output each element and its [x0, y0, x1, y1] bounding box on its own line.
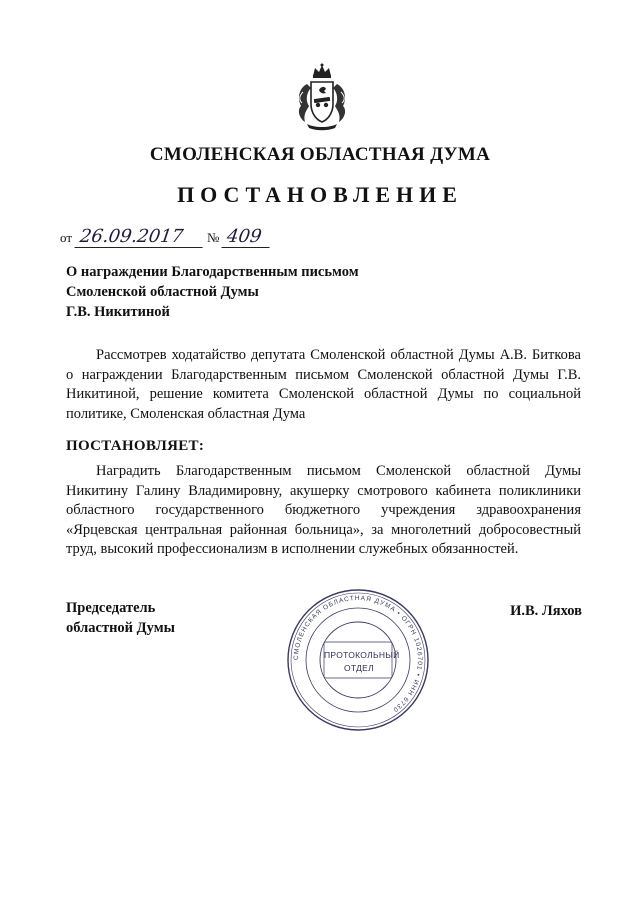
subject-line-1: О награждении Благодарственным письмом	[66, 264, 359, 280]
handwritten-number: 409	[221, 226, 272, 248]
signer-title	[66, 598, 175, 638]
resolves-heading: ПОСТАНОВЛЯЕТ:	[66, 438, 205, 454]
stamp-inner-text	[324, 649, 400, 675]
signer-title-line-2: областной Думы	[66, 620, 175, 636]
decision-paragraph	[66, 462, 581, 560]
preamble-text: Рассмотрев ходатайство депутата Смоленской областной Думы А.В. Биткова о награждении Благодарственным письмом Смоленской областной Думы Г.В. Никитиной, решение комитета Смоленской областной Думы по социальной политике, Смоленская областная Дума	[66, 347, 581, 422]
date-from-label: от	[60, 230, 73, 245]
document-subject	[66, 262, 386, 322]
document-type-heading: ПОСТАНОВЛЕНИЕ	[177, 182, 463, 207]
stamp-line-1: ПРОТОКОЛЬНЫЙ	[324, 650, 400, 660]
stamp-ring-text: СМОЛЕНСКАЯ ОБЛАСТНАЯ ДУМА • ОГРН 1026701 • ИНН 6730	[292, 594, 424, 714]
decision-text: Наградить Благодарственным письмом Смоленской областной Думы Никитину Галину Владимировну, акушерку смотрового кабинета поликлиники областного государственного бюджетного учреждения здравоохранения «Ярцевская центральная районная больница», за многолетний добросовестный труд, высокий профессионализм в исполнении служебных обязанностей.	[66, 463, 581, 557]
signer-name: И.В. Ляхов	[510, 603, 582, 619]
subject-line-3: Г.В. Никитиной	[66, 304, 170, 320]
preamble-paragraph	[66, 346, 581, 424]
coat-of-arms-emblem	[293, 62, 351, 132]
signer-title-line-1: Председатель	[66, 600, 156, 616]
organization-title: СМОЛЕНСКАЯ ОБЛАСТНАЯ ДУМА	[149, 144, 491, 165]
number-label: №	[207, 230, 220, 245]
handwritten-date: 26.09.2017	[74, 226, 205, 248]
subject-line-2: Смоленской областной Думы	[66, 284, 259, 300]
date-number-line	[60, 226, 271, 248]
stamp-line-2: ОТДЕЛ	[343, 663, 375, 673]
